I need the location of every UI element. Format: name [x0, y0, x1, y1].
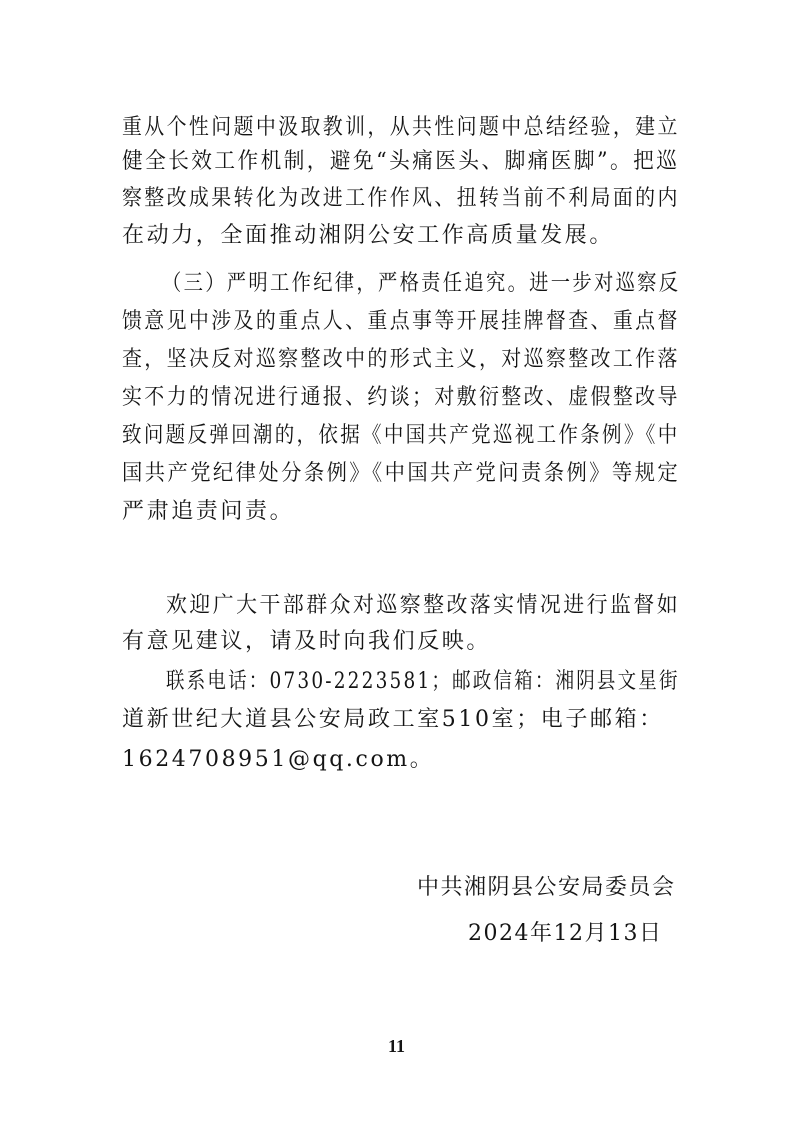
contact-line-2: 道新世纪大道县公安局政工室510室；电子邮箱： [122, 707, 664, 732]
section-three-line-2: 馈意见中涉及的重点人、重点事等开展挂牌督查、重点督 [122, 309, 680, 334]
continuation-line-3: 察整改成果转化为改进工作作风、扭转当前不利局面的内 [122, 186, 680, 211]
contact-line-1: 联系电话：0730-2223581；邮政信箱：湘阴县文星街 [166, 669, 680, 694]
contact-line-3: 1624708951@qq.com。 [122, 747, 435, 772]
signature-organization: 中共湘阴县公安局委员会 [417, 875, 676, 900]
continuation-line-2: 健全长效工作机制，避免“头痛医头、脚痛医脚”。把巡 [122, 149, 680, 174]
welcome-line-1: 欢迎广大干部群众对巡察整改落实情况进行监督如 [166, 593, 681, 618]
continuation-line-4: 在动力，全面推动湘阴公安工作高质量发展。 [122, 223, 615, 248]
section-three-line-5: 致问题反弹回潮的，依据《中国共产党巡视工作条例》《中 [122, 423, 680, 448]
section-three-line-4: 实不力的情况进行通报、约谈；对敷衍整改、虚假整改导 [122, 385, 680, 410]
section-three-line-7: 严肃追责问责。 [122, 499, 295, 524]
welcome-line-2: 有意见建议，请及时向我们反映。 [122, 629, 492, 654]
page-number: 11 [387, 1036, 405, 1056]
section-three-line-6: 国共产党纪律处分条例》《中国共产党问责条例》等规定 [122, 461, 681, 486]
signature-date: 2024年12月13日 [468, 921, 663, 946]
continuation-line-1: 重从个性问题中汲取教训，从共性问题中总结经验，建立 [122, 115, 680, 140]
section-three-line-1: （三）严明工作纪律，严格责任追究。进一步对巡察反 [162, 271, 681, 296]
section-three-line-3: 查，坚决反对巡察整改中的形式主义，对巡察整改工作落 [122, 347, 680, 372]
